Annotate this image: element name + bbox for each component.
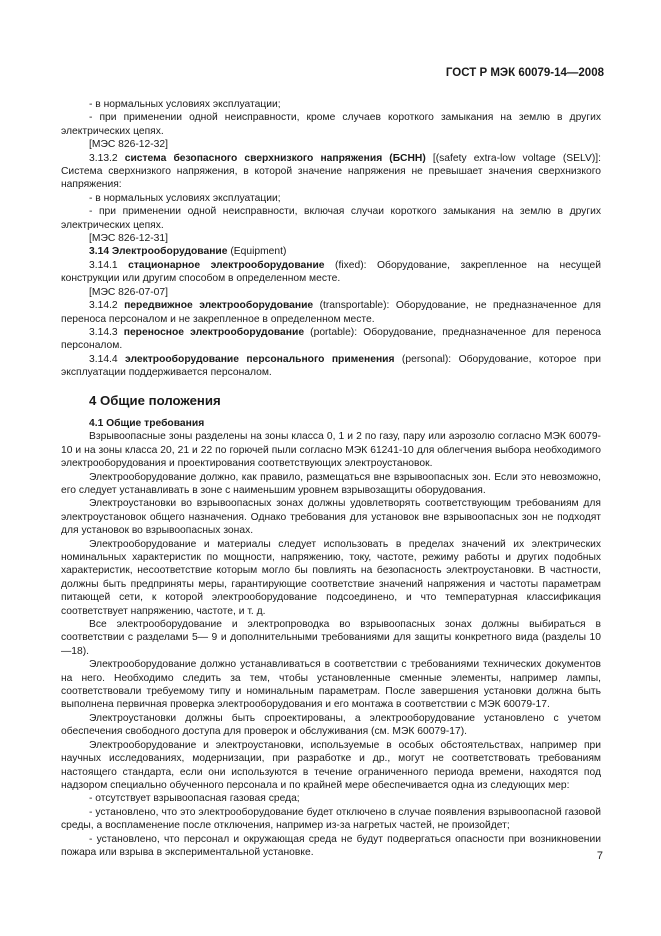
definition-text: (portable): Оборудование, предназначенное для переноса персоналом. — [61, 326, 601, 352]
page-body — [61, 98, 601, 859]
term: стационарное электрооборудование — [128, 259, 325, 271]
term: передвижное электрооборудование — [124, 300, 314, 312]
term: переносное электрооборудование — [123, 326, 305, 338]
paragraph: Электрооборудование и материалы следует использовать в пределах значений их электрических номинальных характеристик по мощности, напряжению, току, частоте, режиму работы и других подобных характеристик, несоответствие которым могло бы повлиять на безопасность электроустановки. В частности, должны быть предприняты меры, гарантирующие соответствие значений напряжения и частоты параметрам питающей сети, к которой электрооборудование подсоединено, и что температурная классификация соответствует напряжению, частоте, и т. д. — [61, 538, 601, 617]
subsection-heading-4-1: 4.1 Общие требования — [89, 417, 205, 429]
page-number: 7 — [596, 850, 603, 862]
term: электрооборудование персонального применения — [125, 353, 395, 365]
paragraph: Электрооборудование должно, как правило, размещаться вне взрывоопасных зон. Если это невозможно, его следует устанавливать в зоне с наименьшим уровнем взрывозащиты оборудования. — [61, 471, 601, 496]
section-3-14 — [61, 245, 601, 258]
section-subtitle: (Equipment) — [227, 246, 287, 258]
definition-3-14-2 — [61, 299, 601, 326]
definition-text: (fixed): Оборудование, закрепленное на несущей конструкции или другим способом в определенном месте. — [61, 259, 602, 285]
definition-3-14-4 — [61, 353, 601, 380]
paragraph: Взрывоопасные зоны разделены на зоны класса 0, 1 и 2 по газу, пару или аэрозолю согласно МЭК 60079-10 и на зоны класса 20, 21 и 22 по горючей пыли согласно МЭК 61241-10 для облегчения выбора необходимого электрооборудования и проектирования соответствующих электроустановок. — [61, 431, 601, 470]
paragraph: Электроустановки во взрывоопасных зонах должны удовлетворять соответствующим требованиям для электроустановок общего назначения. Однако требования для установок вне взрывоопасных зон не подходят для установок во взрывоопасных зонах. — [61, 498, 601, 537]
section-number: 3.14.1 — [89, 259, 129, 271]
list-item: - установлено, что это электрооборудование будет отключено в случае появления взрывоопасной газовой среды, а воспламенение после отключения, например из-за нагретых частей, не произойдет; — [61, 806, 601, 832]
list-item: - при применении одной неисправности, кроме случаев короткого замыкания на землю в других электрических цепях. — [61, 112, 601, 137]
reference: [МЭС 826-12-31] — [89, 233, 168, 245]
paragraph: Электроустановки должны быть спроектированы, а электрооборудование установлено с учетом обеспечения свободного доступа для проверок и обслуживания (см. МЭК 60079-17). — [61, 712, 601, 738]
paragraph: Электрооборудование должно устанавливаться в соответствии с требованиями технических документов на него. Необходимо следить за тем, чтобы установленные сменные элементы, например лампы, соответствовали требуемому типу и номинальным параметрам. После завершения установки должна быть выполнена первичная проверка электрооборудования и его монтажа в соответствии с МЭК 60079-17. — [61, 659, 601, 711]
definition-3-14-3 — [61, 326, 601, 353]
paragraph: Электрооборудование и электроустановки, используемые в особых обстоятельствах, например при научных исследованиях, модернизации, при разработке и др., могут не соответствовать требованиям настоящего стандарта, если они используются в течение ограниченного периода времени, находятся под надзором специально обученного персонала и по крайней мере обеспечивается одна из следующих мер: — [61, 739, 601, 791]
definition-text: [(safety extra-low voltage (SELV)]: Система сверхнизкого напряжения, в которой значение напряжения не превышает значения сверхнизкого напряжения: — [61, 152, 601, 191]
definition-text: (transportable): Оборудование, не предназначенное для переноса персоналом и не закрепленное в определенном месте. — [61, 300, 601, 325]
list-item: - установлено, что персонал и окружающая среда не будут подвергаться опасности при возникновении пожара или взрыва в экспериментальной установке. — [61, 833, 601, 858]
list-item: - в нормальных условиях эксплуатации; — [89, 99, 281, 110]
section-heading: 3.14 Электрооборудование — [89, 246, 228, 258]
reference: [МЭС 826-07-07] — [89, 286, 168, 298]
list-item: - при применении одной неисправности, включая случаи короткого замыкания на землю в других электрических цепях. — [61, 206, 601, 231]
section-heading-4: 4 Общие положения — [89, 392, 221, 408]
section-number: 3.14.2 — [89, 300, 125, 312]
list-item: - в нормальных условиях эксплуатации; — [89, 192, 281, 204]
list-item: - отсутствует взрывоопасная газовая среда; — [89, 793, 300, 805]
section-number: 3.14.3 — [89, 326, 124, 338]
reference: [МЭС 826-12-32] — [89, 139, 168, 151]
definition-text: (personal): Оборудование, которое при эксплуатации поддерживается персоналом. — [61, 353, 601, 379]
standard-header: ГОСТ Р МЭК 60079-14—2008 — [445, 67, 604, 79]
term: система безопасного сверхнизкого напряжения (БСНН) — [124, 152, 426, 164]
section-number: 3.13.2 — [89, 152, 125, 164]
section-number: 3.14.4 — [89, 353, 126, 365]
paragraph: Все электрооборудование и электропроводка во взрывоопасных зонах должны выбираться в соответствии с разделами 5— 9 и дополнительными требованиями для защиты конкретного вида (разделы 10—18). — [61, 619, 601, 657]
definition-3-14-1 — [61, 259, 601, 286]
definition-3-13-2 — [61, 152, 601, 192]
